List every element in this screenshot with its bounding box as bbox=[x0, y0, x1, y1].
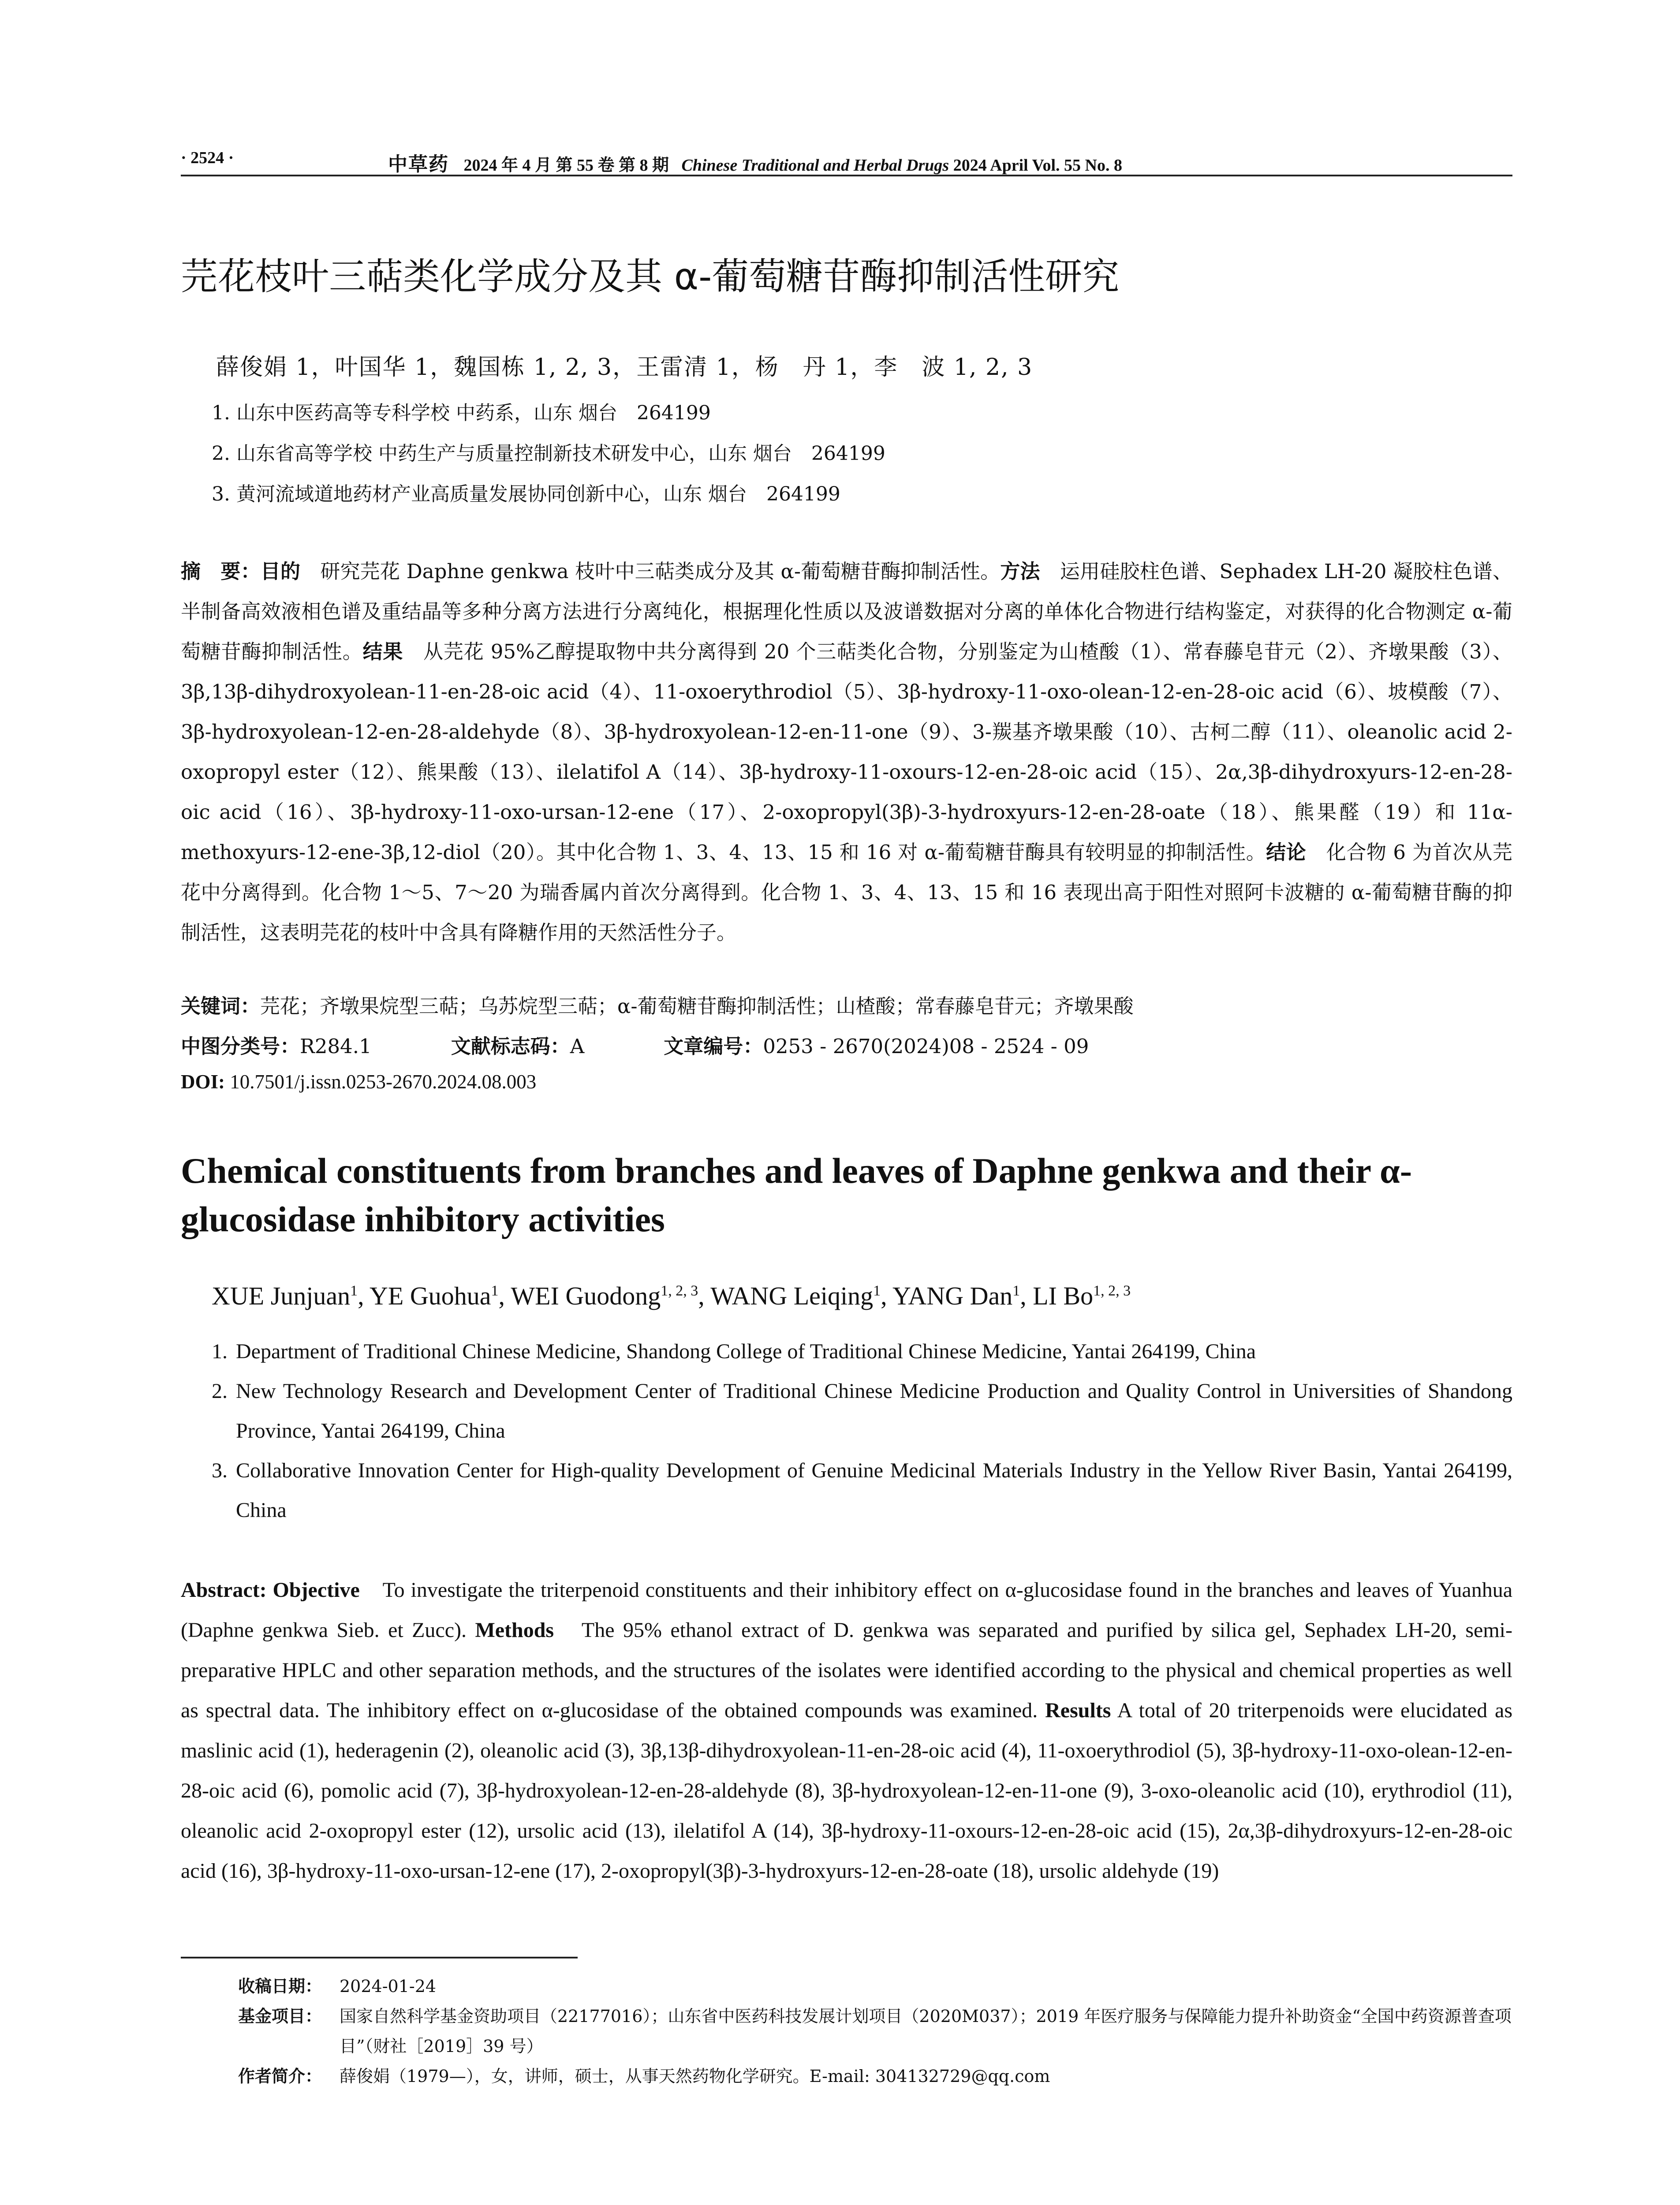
objective-label: 目的 bbox=[260, 560, 301, 583]
keywords-label: 关键词： bbox=[181, 994, 261, 1018]
footnotes bbox=[238, 1971, 1517, 2091]
journal-info bbox=[388, 148, 1122, 176]
footnote-rule bbox=[181, 1957, 578, 1958]
conclusion-text: 化合物 6 为首次从芫花中分离得到。化合物 1～5、7～20 为瑞香属内首次分离得到。化合物 1、3、4、13、15 和 16 表现出高于阳性对照阿卡波糖的 α-葡萄糖苷酶的抑制活性，这表明芫花的枝叶中含具有降糖作用的天然活性分子。 bbox=[181, 841, 1512, 944]
english-affiliation: 2. New Technology Research and Development Center of Traditional Chinese Medicine Production and Quality Control in Universities of Shandong Province, Yantai 264199, China bbox=[212, 1379, 1512, 1443]
conclusion-label: 结论 bbox=[1266, 841, 1307, 864]
classification-line bbox=[181, 1030, 1089, 1059]
keywords-text: 芫花；齐墩果烷型三萜；乌苏烷型三萜；α-葡萄糖苷酶抑制活性；山楂酸；常春藤皂苷元；齐墩果酸 bbox=[260, 994, 1134, 1018]
author-name: XUE Junjuan bbox=[212, 1282, 351, 1310]
chinese-affiliation: 2. 山东省高等学校 中药生产与质量控制新技术研发中心，山东 烟台 264199 bbox=[212, 442, 885, 465]
author-affiliation-mark: 1 bbox=[491, 1282, 499, 1299]
article-number-label: 文章编号： bbox=[664, 1035, 763, 1058]
journal-name-cn: 中草药 bbox=[388, 153, 449, 176]
abstract-label: 摘 要： bbox=[181, 560, 261, 583]
clc-value: R284.1 bbox=[300, 1035, 372, 1058]
issue-en: 2024 April Vol. 55 No. 8 bbox=[953, 156, 1122, 175]
chinese-affiliation: 1. 山东中医药高等专科学校 中药系，山东 烟台 264199 bbox=[212, 402, 711, 424]
english-affiliations bbox=[212, 1332, 1512, 1530]
author-affiliation-mark: 1 bbox=[350, 1282, 358, 1299]
author-name: YANG Dan bbox=[892, 1282, 1013, 1310]
results-label: Results bbox=[1045, 1699, 1111, 1722]
clc-label: 中图分类号： bbox=[181, 1035, 300, 1058]
methods-text: The 95% ethanol extract of D. genkwa was separated and purified by silica gel, Sephadex LH-20, semi-preparative HPLC and other separation methods, and the structures of the isolates were identified according to the physical and chemical properties as well as spectral data. The inhibitory effect on α-glucosidase of the obtained compounds was examined. bbox=[181, 1618, 1512, 1722]
footnote-author-bio: 作者简介： 薛俊娟（1979—），女，讲师，硕士，从事天然药物化学研究。E-mail: 304132729@qq.com bbox=[238, 2067, 1050, 2086]
author-name: LI Bo bbox=[1033, 1282, 1094, 1310]
footnote-received: 收稿日期： 2024-01-24 bbox=[238, 1977, 437, 1996]
methods-label: 方法 bbox=[1000, 560, 1040, 583]
english-title: Chemical constituents from branches and leaves of Daphne genkwa and their α-glucosidase inhibitory activities bbox=[181, 1151, 1412, 1239]
english-abstract bbox=[181, 1570, 1512, 1891]
author-name: YE Guohua bbox=[370, 1282, 491, 1310]
keywords-line bbox=[181, 990, 1134, 1019]
author-name: WANG Leiqing bbox=[710, 1282, 874, 1310]
results-text: A total of 20 triterpenoids were elucidated as maslinic acid (1), hederagenin (2), oleanolic acid (3), 3β,13β-dihydroxyolean-11-en-28-oic acid (4), 11-oxoerythrodiol (5), 3β-hydroxy-11-oxo-olean-12-en-28-oic acid (6), pomolic acid (7), 3β-hydroxyolean-12-en-28-aldehyde (8), 3β-hydroxyolean-12-en-11-one (9), 3-oxo-oleanolic acid (10), erythrodiol (11), oleanolic acid 2-oxopropyl ester (12), ursolic acid (13), ilelatifol A (14), 3β-hydroxy-11-oxours-12-en-28-oic acid (15), 2α,3β-dihydroxyurs-12-en-28-oic acid (16), 3β-hydroxy-11-oxo-ursan-12-ene (17), 2-oxopropyl(3β)-3-hydroxyurs-12-en-28-oate (18), ursolic aldehyde (19) bbox=[181, 1699, 1513, 1883]
chinese-abstract bbox=[181, 551, 1512, 953]
author-name: WEI Guodong bbox=[511, 1282, 661, 1310]
english-authors: XUE Junjuan$^1$, YE Guohua$^1$, WEI Guodong$^{1, 2, 3}$, WANG Leiqing$^1$, YANG Dan$^1$, LI Bo$^{1, 2, 3}$ bbox=[212, 1282, 1131, 1310]
article-number-value: 0253 - 2670(2024)08 - 2524 - 09 bbox=[763, 1035, 1089, 1058]
author-affiliation-mark: 1 bbox=[873, 1282, 881, 1299]
methods-label: Methods bbox=[475, 1618, 554, 1642]
doccode-value: A bbox=[570, 1035, 585, 1058]
running-header bbox=[181, 146, 1512, 176]
author-affiliation-mark: 1, 2, 3 bbox=[661, 1282, 698, 1299]
results-label: 结果 bbox=[362, 640, 403, 663]
english-affiliation: 1. Department of Traditional Chinese Medicine, Shandong College of Traditional Chinese Medicine, Yantai 264199, China bbox=[212, 1340, 1256, 1363]
chinese-affiliation: 3. 黄河流域道地药材产业高质量发展协同创新中心，山东 烟台 264199 bbox=[212, 483, 840, 505]
results-text: 从芫花 95%乙醇提取物中共分离得到 20 个三萜类化合物，分别鉴定为山楂酸（1）、常春藤皂苷元（2）、齐墩果酸（3）、3β,13β-dihydroxyolean-11-en-28-oic acid（4）、11-oxoerythrodiol（5）、3β-hydroxy-11-oxo-olean-12-en-28-oic acid（6）、坡模酸（7）、3β-hydroxyolean-12-en-28-aldehyde（8）、3β-hydroxyolean-12-en-11-one（9）、3-羰基齐墩果酸（10）、古柯二醇（11）、oleanolic acid 2-oxopropyl ester（12）、熊果酸（13）、ilelatifol A（14）、3β-hydroxy-11-oxours-12-en-28-oic acid（15）、2α,3β-dihydroxyurs-12-en-28-oic acid（16）、3β-hydroxy-11-oxo-ursan-12-ene（17）、2-oxopropyl(3β)-3-hydroxyurs-12-en-28-oate（18）、熊果醛（19）和 11α-methoxyurs-12-ene-3β,12-diol（20）。其中化合物 1、3、4、13、15 和 16 对 α-葡萄糖苷酶具有较明显的抑制活性。 bbox=[181, 640, 1512, 864]
doccode-label: 文献标志码： bbox=[451, 1035, 570, 1058]
objective-text: 研究芫花 Daphne genkwa 枝叶中三萜类成分及其 α-葡萄糖苷酶抑制活性。 bbox=[300, 560, 1001, 583]
journal-name-en: Chinese Traditional and Herbal Drugs bbox=[681, 156, 949, 175]
objective-text: To investigate the triterpenoid constituents and their inhibitory effect on α-glucosidase found in the branches and leaves of Yuanhua (Daphne genkwa Sieb. et Zucc). bbox=[181, 1578, 1512, 1642]
chinese-authors: 薛俊娟 1，叶国华 1，魏国栋 1, 2, 3，王雷清 1，杨 丹 1，李 波 1, 2, 3 bbox=[216, 354, 1033, 381]
issue-cn: 2024 年 4 月 第 55 卷 第 8 期 bbox=[463, 156, 669, 175]
doi-line bbox=[181, 1070, 536, 1093]
chinese-affiliations bbox=[212, 397, 885, 519]
doi-label: DOI: bbox=[181, 1071, 225, 1093]
abstract-objective-label: Abstract: Objective bbox=[181, 1578, 360, 1602]
author-affiliation-mark: 1 bbox=[1012, 1282, 1020, 1299]
page-number: · 2524 · bbox=[181, 149, 234, 167]
methods-text: 运用硅胶柱色谱、Sephadex LH-20 凝胶柱色谱、半制备高效液相色谱及重结晶等多种分离方法进行分离纯化，根据理化性质以及波谱数据对分离的单体化合物进行结构鉴定，对获得的化合物测定 α-葡萄糖苷酶抑制活性。 bbox=[181, 560, 1512, 663]
footnote-funding: 基金项目： 国家自然科学基金资助项目（22177016）；山东省中医药科技发展计划项目（2020M037）；2019 年医疗服务与保障能力提升补助资金“全国中药资源普查项目”（财社［2019］39 号） bbox=[238, 2007, 1512, 2056]
chinese-title: 芫花枝叶三萜类化学成分及其 α-葡萄糖苷酶抑制活性研究 bbox=[181, 255, 1120, 298]
doi-value: 10.7501/j.issn.0253-2670.2024.08.003 bbox=[225, 1071, 537, 1093]
english-affiliation: 3. Collaborative Innovation Center for High-quality Development of Genuine Medicinal Materials Industry in the Yellow River Basin, Yantai 264199, China bbox=[212, 1459, 1512, 1522]
author-affiliation-mark: 1, 2, 3 bbox=[1093, 1282, 1131, 1299]
